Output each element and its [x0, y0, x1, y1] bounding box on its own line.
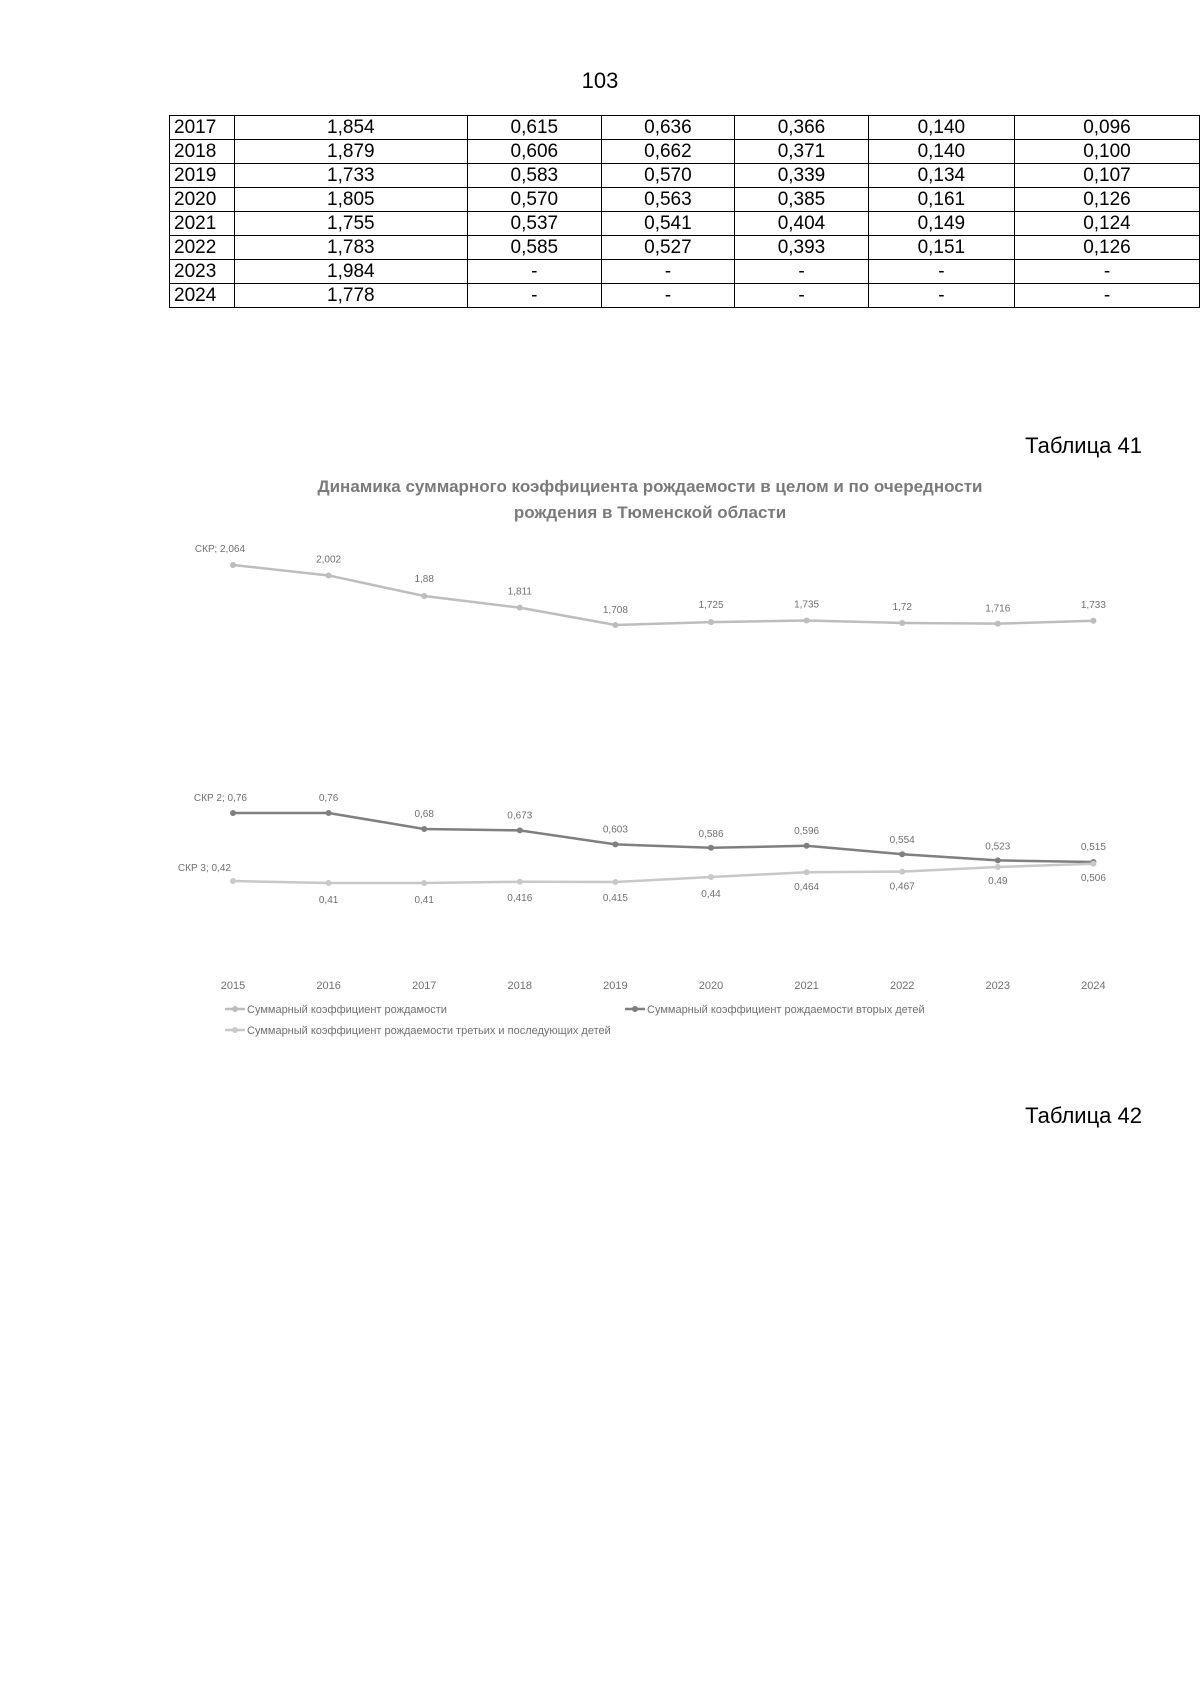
value-cell: 0,615: [468, 116, 602, 140]
value-cell: 0,404: [735, 212, 869, 236]
x-tick-label: 2020: [698, 980, 724, 992]
data-label: 0,41: [318, 895, 339, 906]
data-label: 0,41: [414, 895, 434, 906]
data-label: 0,596: [794, 825, 820, 837]
data-label: 0,464: [794, 882, 820, 894]
data-label: 0,515: [1080, 842, 1106, 853]
x-tick-label: 2019: [603, 980, 628, 992]
value-cell: 0,151: [868, 236, 1014, 260]
year-cell: 2018: [170, 140, 235, 164]
value-cell: 0,126: [1014, 188, 1199, 212]
legend-entry: Суммарный коэффициент рождамости: [247, 1004, 447, 1016]
data-point: [230, 810, 236, 816]
value-cell: 1,778: [234, 284, 467, 308]
data-point: [517, 827, 523, 833]
birth-rate-chart: [170, 470, 1130, 1050]
chart-title-line2: рождения в Тюменской области: [513, 503, 787, 522]
data-point: [995, 621, 1001, 627]
data-label: 1,733: [1080, 599, 1106, 611]
value-cell: 0,527: [601, 236, 735, 260]
data-point: [517, 605, 523, 611]
year-cell: 2019: [170, 164, 235, 188]
table-row: [170, 164, 1200, 188]
data-point: [995, 864, 1001, 870]
value-cell: 0,636: [601, 116, 735, 140]
data-point: [899, 869, 905, 875]
table-row: [170, 140, 1200, 164]
table-row: [170, 236, 1200, 260]
table-caption-41: Таблица 41: [1025, 433, 1142, 458]
value-cell: 1,805: [234, 188, 467, 212]
page-number: 103: [581, 68, 619, 93]
series-line-3: [233, 864, 1093, 883]
series-line-1: [233, 565, 1093, 625]
value-cell: 1,733: [234, 164, 467, 188]
data-point: [612, 622, 618, 628]
value-cell: 0,662: [601, 140, 735, 164]
data-point: [230, 562, 236, 568]
x-tick-label: 2015: [220, 980, 246, 992]
data-label: 0,415: [602, 893, 628, 904]
year-cell: 2017: [170, 116, 235, 140]
value-cell: -: [868, 284, 1014, 308]
data-label: 0,68: [414, 809, 434, 820]
data-label: 0,76: [318, 793, 339, 804]
value-cell: 1,854: [234, 116, 467, 140]
data-point: [804, 869, 810, 875]
data-label: СКР; 2,064: [194, 544, 245, 555]
value-cell: 0,366: [735, 116, 869, 140]
year-cell: 2023: [170, 260, 235, 284]
data-label: 0,506: [1080, 872, 1106, 884]
value-cell: 0,563: [601, 188, 735, 212]
value-cell: 0,385: [735, 188, 869, 212]
data-point: [421, 826, 427, 832]
data-label: 1,708: [602, 605, 628, 616]
data-point: [899, 851, 905, 857]
value-cell: 0,096: [1014, 116, 1199, 140]
value-cell: 0,100: [1014, 140, 1199, 164]
data-label: 0,554: [889, 835, 915, 847]
value-cell: 0,124: [1014, 212, 1199, 236]
series-line-2: [233, 813, 1093, 862]
value-cell: 0,140: [868, 116, 1014, 140]
data-label: 0,44: [701, 889, 721, 900]
legend-entry: Суммарный коэффициент рождаемости вторых детей: [647, 1004, 925, 1016]
value-cell: -: [868, 260, 1014, 284]
value-cell: 0,537: [468, 212, 602, 236]
chart-svg: [170, 470, 1130, 1050]
table-row: [170, 188, 1200, 212]
data-point: [326, 880, 332, 886]
data-label: 0,586: [698, 828, 724, 840]
value-cell: -: [468, 284, 602, 308]
data-label: 1,88: [414, 574, 434, 586]
data-point: [1090, 618, 1096, 624]
data-label: 2,002: [316, 554, 342, 566]
data-table: [169, 115, 1200, 308]
value-cell: -: [601, 284, 735, 308]
value-cell: 0,570: [468, 188, 602, 212]
data-label: 1,735: [794, 599, 820, 611]
data-point: [612, 879, 618, 885]
data-label: 0,603: [602, 824, 628, 836]
value-cell: -: [1014, 284, 1199, 308]
value-cell: 0,585: [468, 236, 602, 260]
value-cell: 0,339: [735, 164, 869, 188]
value-cell: 1,755: [234, 212, 467, 236]
legend-marker: [232, 1006, 238, 1012]
data-point: [326, 572, 332, 578]
value-cell: -: [1014, 260, 1199, 284]
x-tick-label: 2018: [507, 980, 533, 992]
table-row: [170, 116, 1200, 140]
data-point: [612, 841, 618, 847]
data-point: [1090, 861, 1096, 867]
year-cell: 2022: [170, 236, 235, 260]
data-point: [708, 845, 714, 851]
year-cell: 2024: [170, 284, 235, 308]
value-cell: 0,140: [868, 140, 1014, 164]
x-tick-label: 2021: [794, 980, 819, 992]
data-point: [421, 880, 427, 886]
data-label: СКР 2; 0,76: [193, 793, 247, 804]
data-point: [421, 593, 427, 599]
table-row: [170, 260, 1200, 284]
data-label: 0,467: [889, 881, 915, 893]
value-cell: 0,149: [868, 212, 1014, 236]
data-label: 0,523: [985, 841, 1011, 853]
value-cell: 0,541: [601, 212, 735, 236]
data-label: 0,49: [988, 876, 1008, 887]
x-tick-label: 2023: [985, 980, 1011, 992]
x-tick-label: 2017: [411, 980, 437, 992]
data-point: [804, 843, 810, 849]
value-cell: 0,371: [735, 140, 869, 164]
x-tick-label: 2016: [316, 980, 341, 992]
data-label: СКР 3; 0,42: [177, 863, 231, 874]
value-cell: 0,161: [868, 188, 1014, 212]
data-label: 1,72: [892, 601, 912, 613]
data-point: [230, 878, 236, 884]
data-point: [708, 874, 714, 880]
data-label: 1,725: [698, 600, 724, 612]
data-label: 1,716: [985, 603, 1011, 615]
data-point: [708, 619, 714, 625]
value-cell: 1,984: [234, 260, 467, 284]
chart-title: Динамика суммарного коэффициента рождаемости в целом и по очередности: [317, 477, 983, 496]
table-caption-42: Таблица 42: [1025, 1103, 1142, 1128]
value-cell: -: [468, 260, 602, 284]
table-row: [170, 212, 1200, 236]
legend-entry: Суммарный коэффициент рождаемости третьих и последующих детей: [247, 1025, 611, 1037]
value-cell: 1,783: [234, 236, 467, 260]
data-label: 0,673: [507, 810, 533, 822]
data-point: [899, 620, 905, 626]
value-cell: 1,879: [234, 140, 467, 164]
data-point: [804, 617, 810, 623]
value-cell: 0,393: [735, 236, 869, 260]
data-point: [517, 879, 523, 885]
value-cell: 0,126: [1014, 236, 1199, 260]
data-label: 1,811: [507, 586, 532, 598]
value-cell: 0,570: [601, 164, 735, 188]
year-cell: 2020: [170, 188, 235, 212]
data-point: [995, 857, 1001, 863]
x-tick-label: 2022: [889, 980, 915, 992]
year-cell: 2021: [170, 212, 235, 236]
value-cell: -: [601, 260, 735, 284]
legend-marker: [632, 1006, 638, 1012]
data-label: 0,416: [507, 892, 533, 904]
table-row: [170, 284, 1200, 308]
x-tick-label: 2024: [1081, 980, 1106, 992]
data-point: [326, 810, 332, 816]
value-cell: -: [735, 260, 869, 284]
value-cell: 0,107: [1014, 164, 1199, 188]
value-cell: 0,583: [468, 164, 602, 188]
value-cell: 0,134: [868, 164, 1014, 188]
value-cell: 0,606: [468, 140, 602, 164]
value-cell: -: [735, 284, 869, 308]
legend-marker: [232, 1027, 238, 1033]
